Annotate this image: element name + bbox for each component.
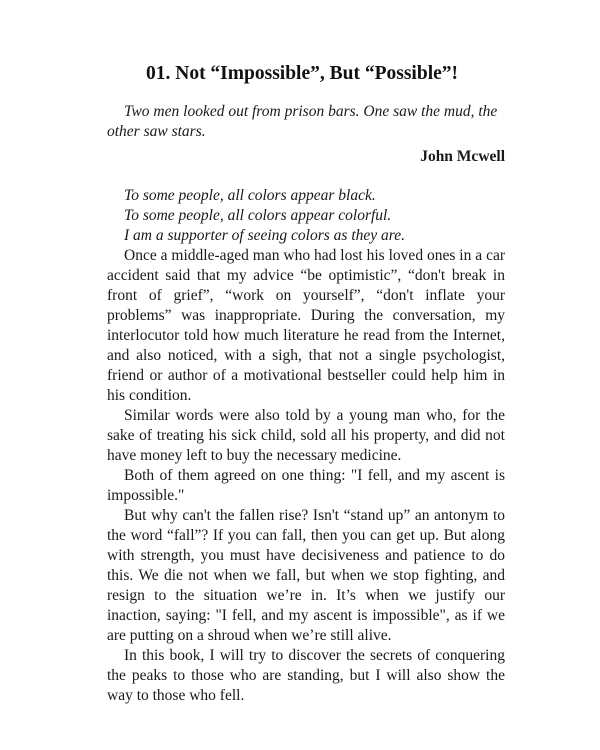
verse-line: I am a supporter of seeing colors as they are. <box>124 227 405 244</box>
body-paragraph: Similar words were also told by a young man who, for the sake of treating his sick child, sold all his property, and did not have money left to buy the necessary medicine. <box>107 407 505 464</box>
verse-line: To some people, all colors appear black. <box>124 187 376 204</box>
epigraph-author: John Mcwell <box>420 148 505 165</box>
body-paragraph: In this book, I will try to discover the secrets of conquering the peaks to those who are standing, but I will also show the way to those who fell. <box>107 647 505 704</box>
verse-line: To some people, all colors appear colorful. <box>124 207 392 224</box>
epigraph-quote: Two men looked out from prison bars. One saw the mud, the other saw stars. <box>107 103 498 140</box>
body-paragraph: But why can't the fallen rise? Isn't “stand up” an antonym to the word “fall”? If you can fall, then you can get up. But along with strength, you must have decisiveness and patience to do this. We die not when we fall, but when we stop fighting, and resign to the situation we’re in. It’s when we justify our inaction, saying: "I fell, and my ascent is impossible", as if we are putting on a shroud when we’re still alive. <box>107 507 505 644</box>
verse-block <box>107 186 505 246</box>
body-paragraph: Both of them agreed on one thing: "I fell, and my ascent is impossible." <box>107 467 505 504</box>
chapter-title: 01. Not “Impossible”, But “Possible”! <box>145 63 459 84</box>
book-page <box>107 62 505 706</box>
body-paragraph: Once a middle-aged man who had lost his loved ones in a car accident said that my advice “be optimistic”, “don't break in front of grief”, “work on yourself”, “don't inflate your problems” was inappropriate. During the conversation, my interlocutor told how much literature he read from the Internet, and also noticed, with a sigh, that not a single psychologist, friend or author of a motivational bestseller could help him in his condition. <box>107 247 505 404</box>
